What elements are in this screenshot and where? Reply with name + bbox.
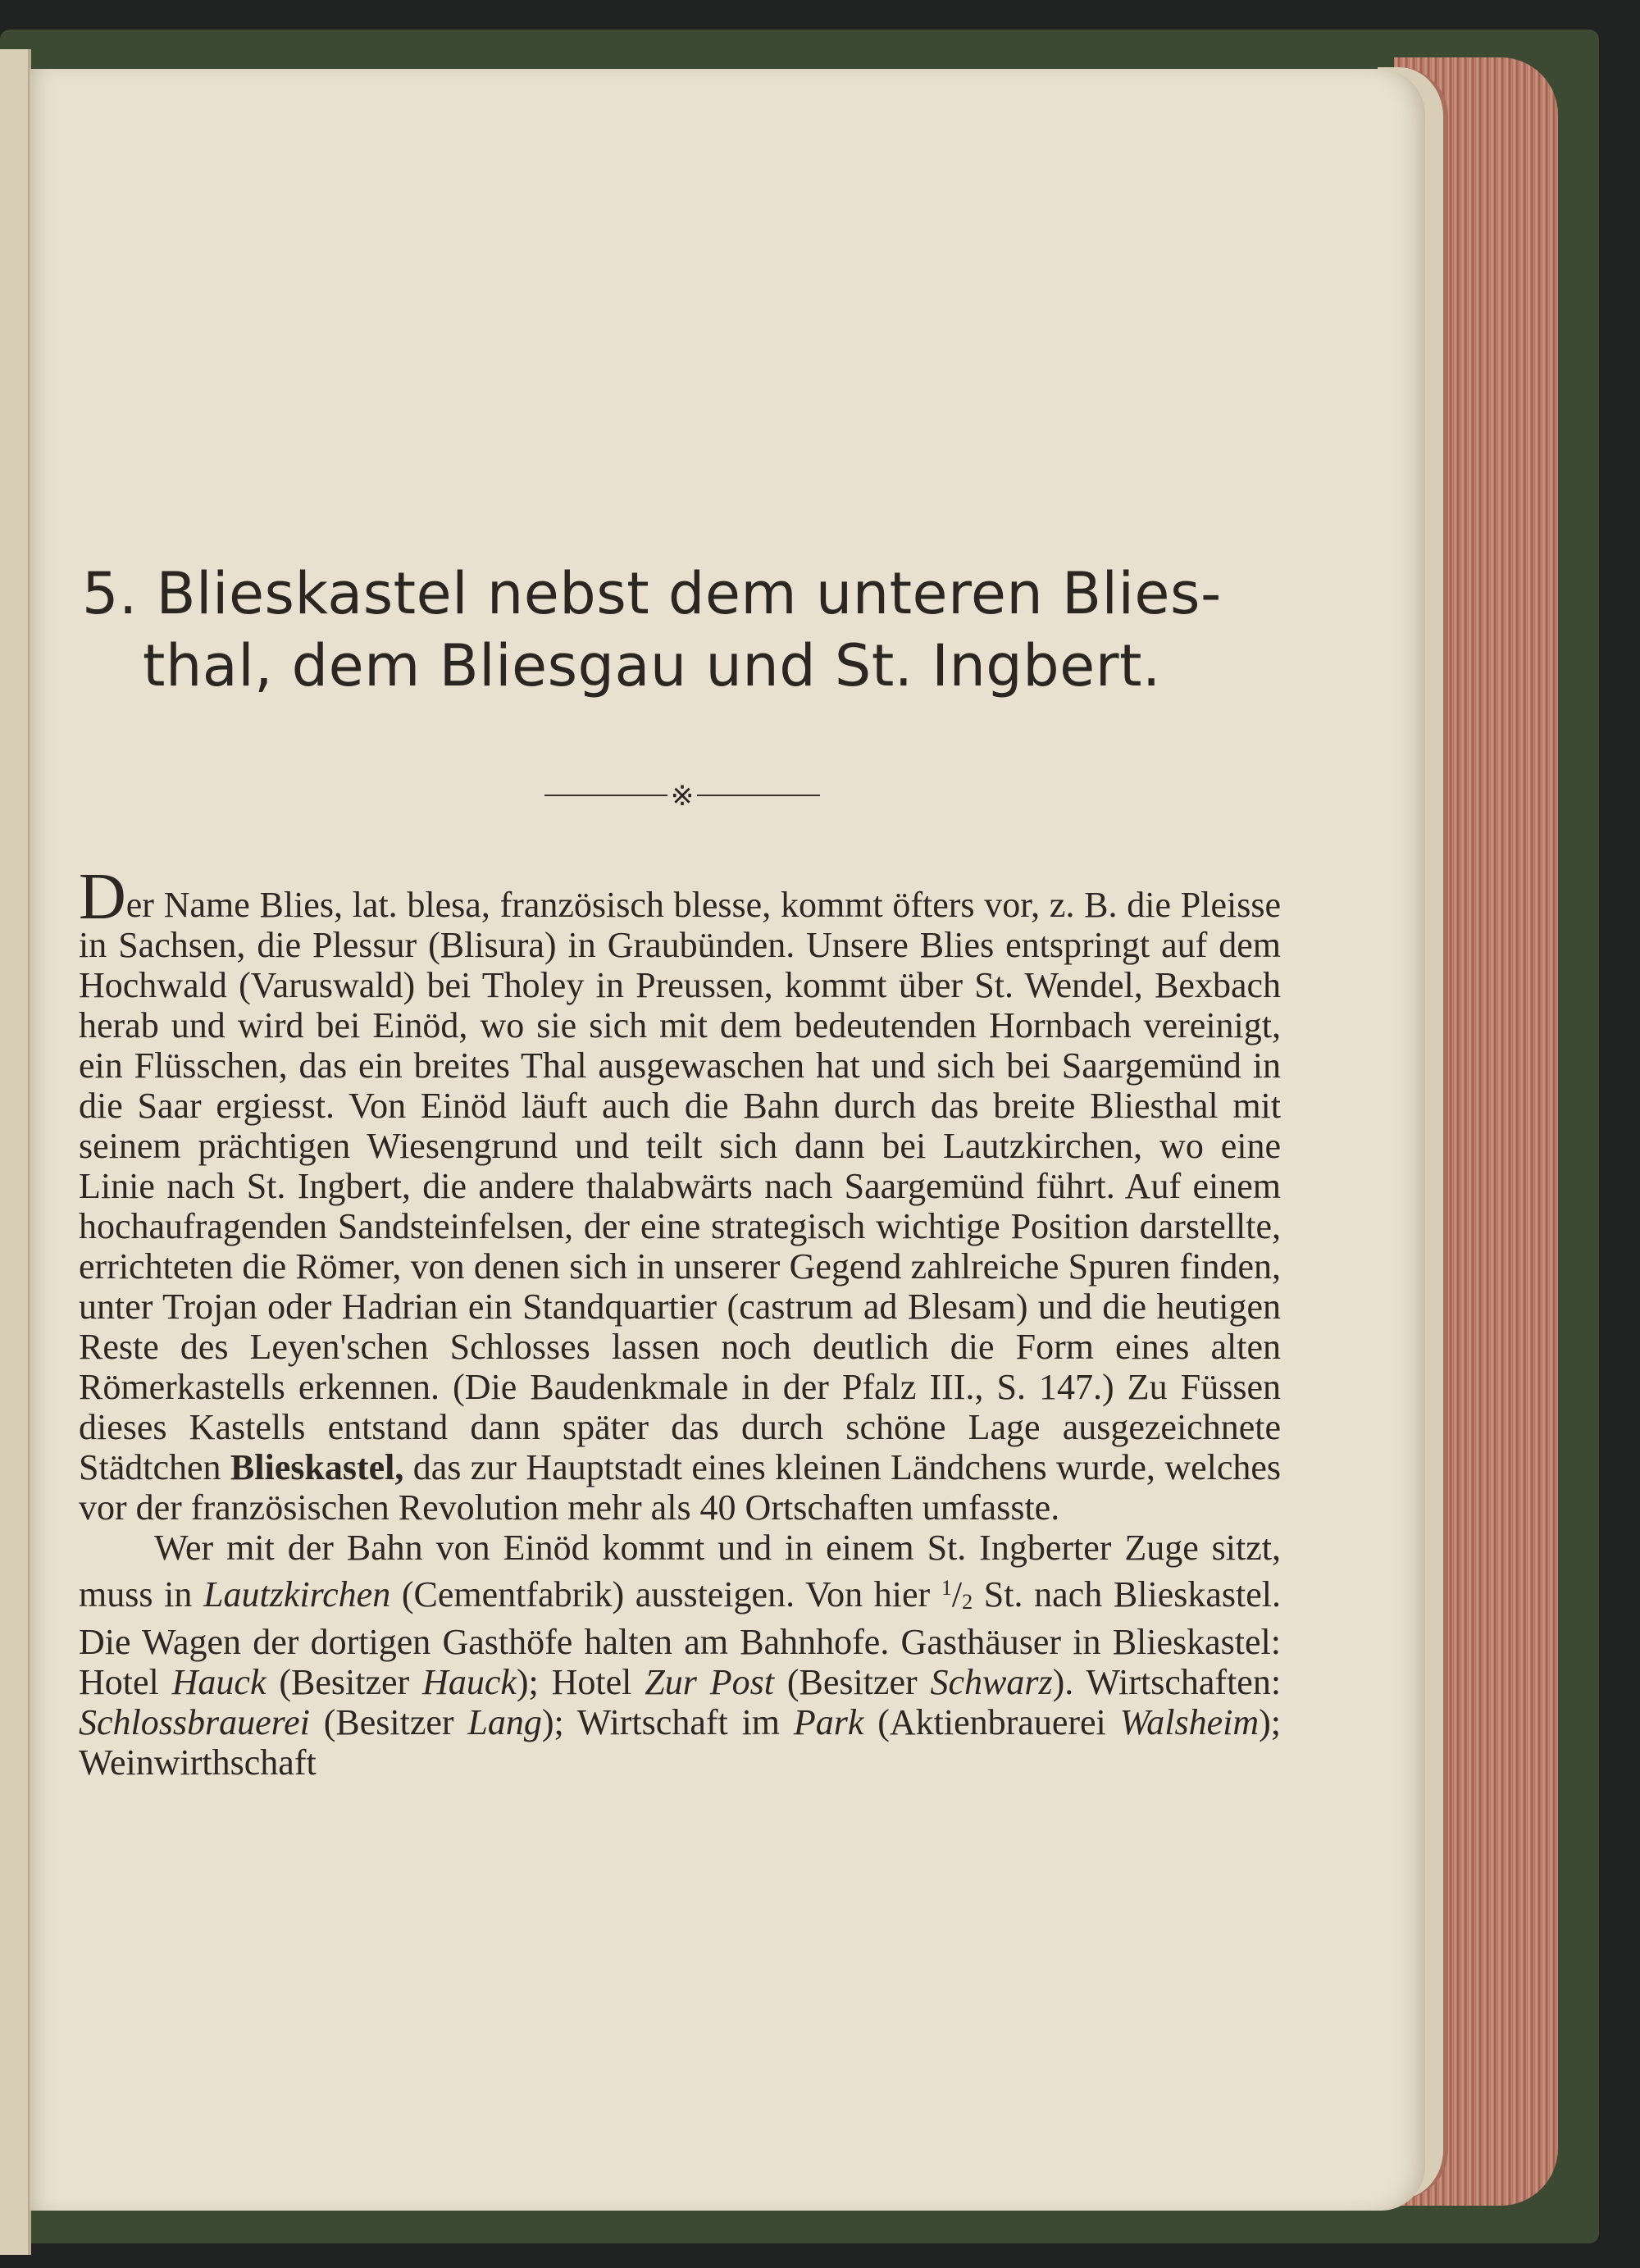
paragraph-2-text-a: Wer mit der Bahn von Einöd kommt und in einem St. Ingberter Zuge sitzt, muss in <box>79 1528 1281 1614</box>
hotel-zur-post: Zur Post <box>645 1662 774 1702</box>
heading-line-1: 5. Blieskastel nebst dem unteren Blies- <box>82 560 1222 627</box>
chapter-heading <box>82 558 1296 702</box>
ornament-glyph: ※ <box>670 780 695 812</box>
paragraph-1-text: er Name Blies, lat. blesa, französisch blesse, kommt öfters vor, z. B. die Pleisse in Sachsen, die Plessur (Blisura) in Graubünden. Unsere Blies entspringt auf dem Hochwald (Varuswald) bei Tholey in Preussen, kommt über St. Wendel, Bexbach herab und wird bei Einöd, wo sie sich mit dem bedeutenden Hornbach vereinigt, ein Flüsschen, das ein breites Thal ausgewaschen hat und sich bei Saargemünd in die Saar ergiesst. Von Einöd läuft auch die Bahn durch das breite Bliesthal mit seinem prächtigen Wiesengrund und teilt sich dann bei Lautzkirchen, wo eine Linie nach St. Ingbert, die andere thalabwärts nach Saargemünd führt. Auf einem hochaufragenden Sandsteinfelsen, der eine strategisch wichtige Position darstellte, errichteten die Römer, von denen sich in unserer Gegend zahlreiche Spuren finden, unter Trojan oder Hadrian ein Standquartier (castrum ad Blesam) und die heutigen Reste des Leyen'schen Schlosses lassen noch deutlich die Form eines alten Römerkastells erkennen. (Die Baudenkmale in der Pfalz III., S. 147.) Zu Füssen dieses Kastells entstand dann später das durch schöne Lage ausgezeichnete Städtchen <box>79 885 1281 1487</box>
tavern-schlossbrauerei: Schlossbrauerei <box>79 1702 310 1742</box>
paragraph-1-tail: das zur Hauptstadt eines kleinen Ländchens wurde, welches vor der französischen Revolution mehr als 40 Ortschaften umfasste. <box>79 1447 1282 1528</box>
heading-line-2: thal, dem Bliesgau und St. Ingbert. <box>143 632 1161 699</box>
paragraph-2-text-c: St. nach Blieskastel. Die Wagen der dortigen Gasthöfe halten am Bahnhofe. Gasthäuser in Blieskastel: Hotel <box>79 1574 1281 1702</box>
paragraph-2-text-j: (Aktienbrauerei <box>877 1702 1106 1742</box>
paragraph-2-text-g: ). Wirtschaften: <box>1052 1662 1282 1702</box>
owner-lang: Lang <box>467 1702 542 1742</box>
place-blieskastel: Blieskastel, <box>230 1447 404 1487</box>
fraction-numerator: 1 <box>941 1576 952 1600</box>
paragraph-2-text-f: (Besitzer <box>786 1662 918 1702</box>
paragraph-1 <box>79 861 1282 1528</box>
brewery-walsheim: Walsheim <box>1119 1702 1260 1742</box>
hotel-hauck: Hauck <box>171 1662 266 1702</box>
drop-cap: D <box>79 861 126 933</box>
paragraph-2-text-e: ); Hotel <box>516 1662 632 1702</box>
place-lautzkirchen: Lautzkirchen <box>203 1574 391 1614</box>
owner-hauck: Hauck <box>422 1662 517 1702</box>
paragraph-2-text-i: ); Wirtschaft im <box>541 1702 781 1742</box>
paragraph-2-text-b: (Cementfabrik) aussteigen. Von hier <box>401 1574 931 1614</box>
divider-ornament <box>544 779 820 812</box>
tavern-park: Park <box>793 1702 864 1742</box>
paragraph-2-text-d: (Besitzer <box>279 1662 410 1702</box>
paragraph-2-text-h: (Besitzer <box>323 1702 454 1742</box>
owner-schwarz: Schwarz <box>930 1662 1053 1702</box>
fraction-denominator: 2 <box>962 1590 973 1614</box>
paragraph-2 <box>79 1528 1281 1783</box>
paragraph-2-text-k: ); Weinwirthschaft <box>79 1702 1282 1783</box>
left-page-edge <box>0 49 31 2255</box>
fraction-half: $^1/_2$ <box>941 1574 973 1614</box>
body-text <box>79 861 1282 1783</box>
